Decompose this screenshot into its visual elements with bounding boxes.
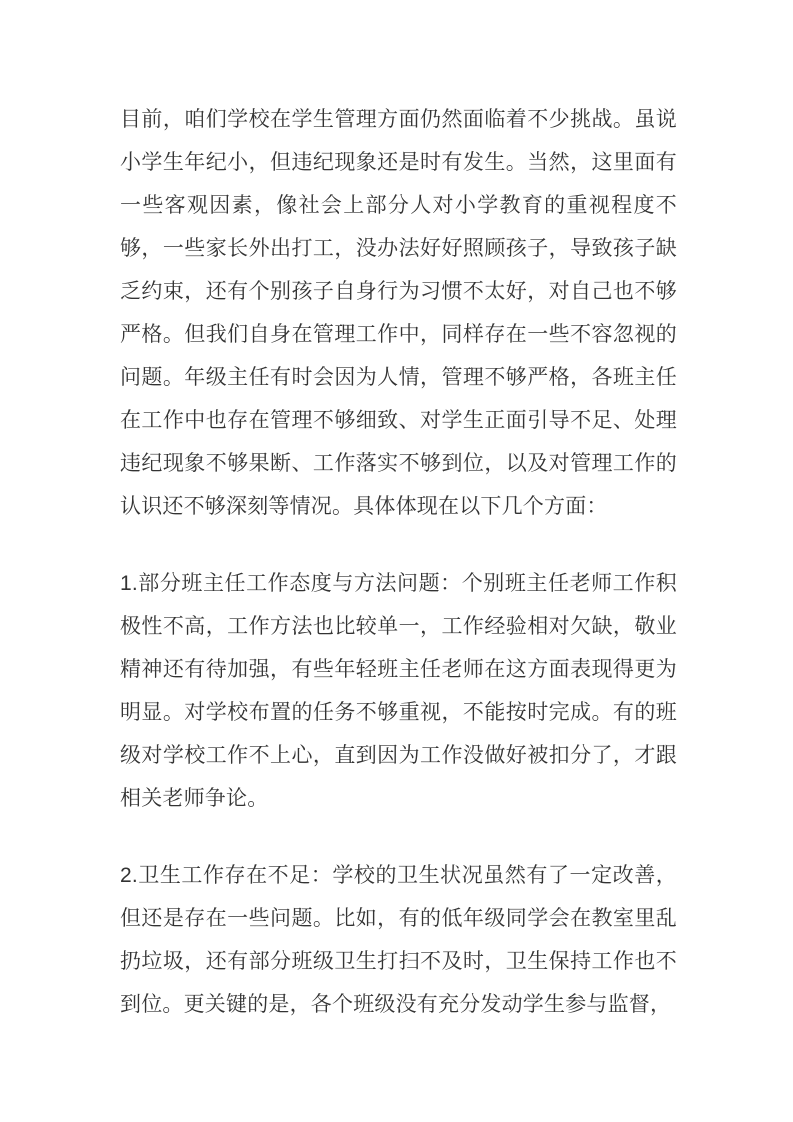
paragraph-item-1-class-teacher-attitude: 1.部分班主任工作态度与方法问题：个别班主任老师工作积极性不高，工作方法也比较单一，工作经验相对欠缺，敬业精神还有待加强，有些年轻班主任老师在这方面表现得更为明显。对学校布置的任务不够重视，不能按时完成。有的班级对学校工作不上心，直到因为工作没做好被扣分了，才跟相关老师争论。	[120, 572, 677, 810]
paragraph-item-2-hygiene-issues: 2.卫生工作存在不足：学校的卫生状况虽然有了一定改善，但还是存在一些问题。比如，有的低年级同学会在教室里乱扔垃圾，还有部分班级卫生打扫不及时，卫生保持工作也不到位。更关键的是，各个班级没有充分发动学生参与监督，	[120, 864, 677, 1016]
paragraph-intro-management-challenges: 目前，咱们学校在学生管理方面仍然面临着不少挑战。虽说小学生年纪小，但违纪现象还是时有发生。当然，这里面有一些客观因素，像社会上部分人对小学教育的重视程度不够，一些家长外出打工，没办法好好照顾孩子，导致孩子缺乏约束，还有个别孩子自身行为习惯不太好，对自己也不够严格。但我们自身在管理工作中，同样存在一些不容忽视的问题。年级主任有时会因为人情，管理不够严格，各班主任在工作中也存在管理不够细致、对学生正面引导不足、处理违纪现象不够果断、工作落实不够到位，以及对管理工作的认识还不够深刻等情况。具体体现在以下几个方面：	[120, 108, 677, 518]
